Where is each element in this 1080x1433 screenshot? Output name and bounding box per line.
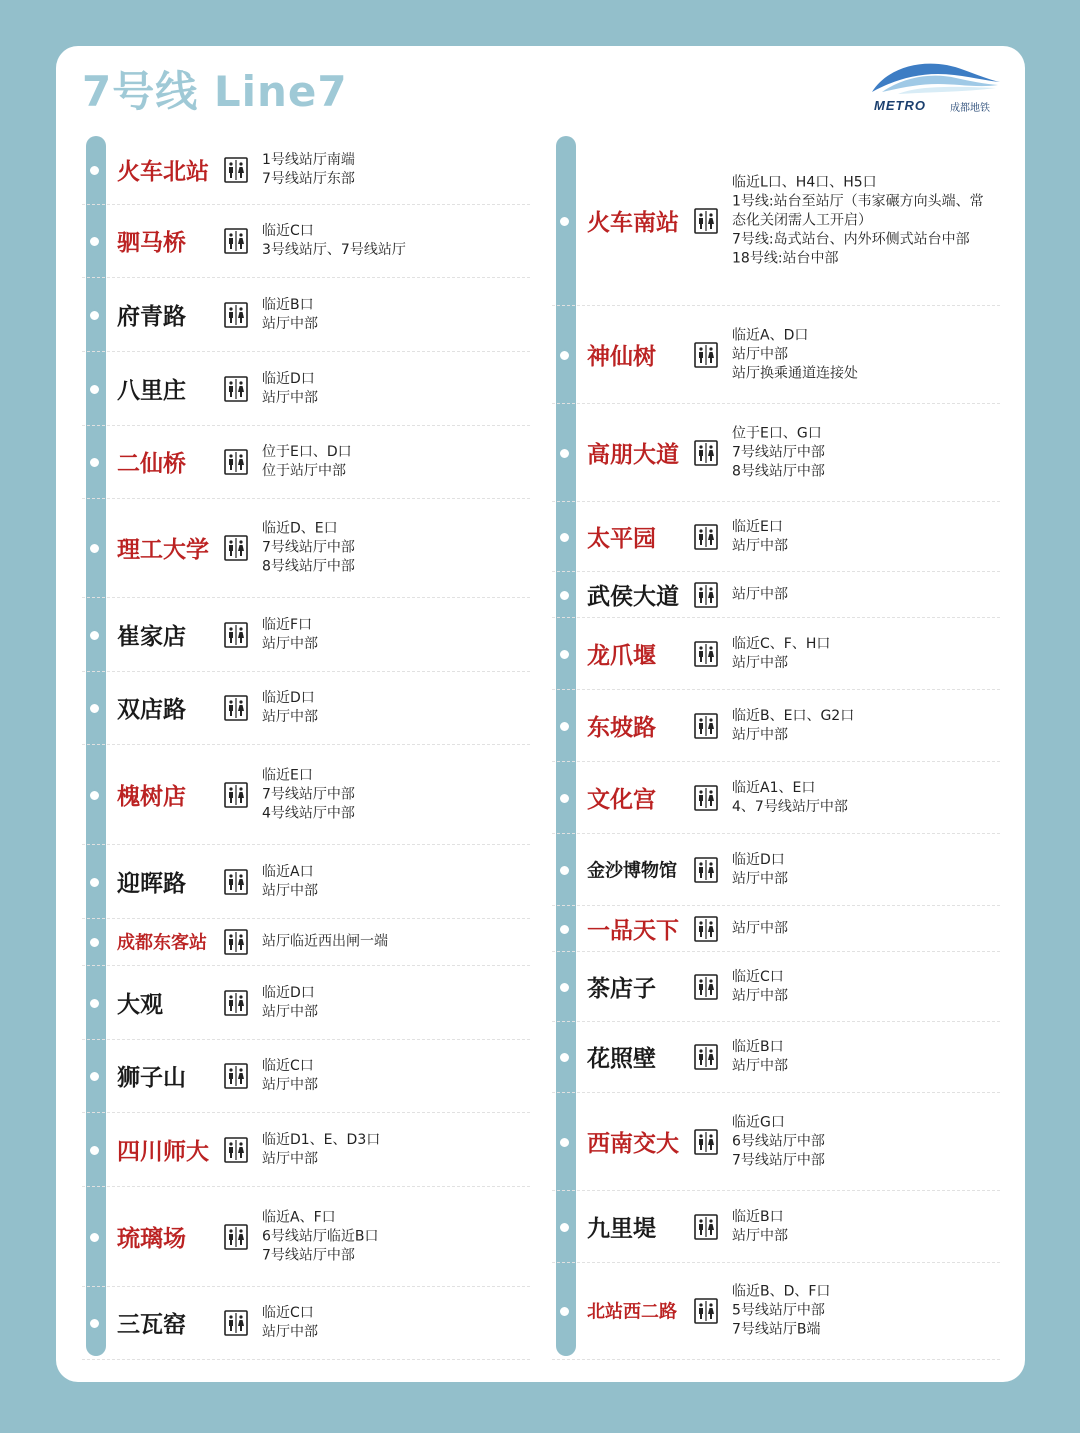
- restroom-location-line: 临近A、F口: [262, 1209, 336, 1225]
- station-name: 府青路: [117, 303, 186, 330]
- station-row: [82, 205, 530, 278]
- restroom-location-line: 8号线站厅中部: [262, 558, 355, 575]
- station-name: 一品天下: [587, 917, 679, 944]
- restroom-location-line: 6号线站厅临近B口: [262, 1228, 379, 1244]
- station-row: [552, 404, 1000, 502]
- restroom-location-line: 临近B口: [732, 1039, 784, 1055]
- restroom-location-line: 临近A1、E口: [732, 779, 816, 796]
- restroom-location: [262, 766, 524, 823]
- restroom-location: [732, 635, 994, 673]
- station-row: [552, 762, 1000, 834]
- station-dot: [88, 309, 101, 322]
- toilet-icon: [224, 622, 248, 648]
- restroom-location-line: 临近B口: [732, 1208, 784, 1225]
- toilet-icon: [694, 857, 718, 883]
- station-name: 大观: [117, 991, 163, 1018]
- restroom-location: [262, 1131, 524, 1169]
- toilet-icon: [694, 1129, 718, 1155]
- restroom-location: [262, 863, 524, 901]
- station-row: [552, 1093, 1000, 1191]
- restroom-location-line: 位于站厅中部: [262, 463, 346, 479]
- restroom-location: [732, 779, 994, 817]
- station-name: 火车北站: [117, 158, 209, 185]
- restroom-location-line: 临近A、D口: [732, 327, 809, 343]
- restroom-location-line: 站厅换乘通道连接处: [732, 365, 858, 381]
- restroom-location-line: 3号线站厅、7号线站厅: [262, 242, 406, 258]
- restroom-location-line: 临近D、E口: [262, 520, 338, 537]
- restroom-location-line: 站厅中部: [732, 920, 788, 936]
- restroom-location: [732, 585, 994, 604]
- restroom-location: [732, 851, 994, 889]
- station-row: [82, 426, 530, 499]
- restroom-location: [732, 518, 994, 556]
- restroom-location: [732, 424, 994, 481]
- station-name: 槐树店: [117, 783, 186, 810]
- station-name: 三瓦窑: [117, 1311, 186, 1338]
- restroom-location: [732, 707, 994, 745]
- toilet-icon: [694, 713, 718, 739]
- toilet-icon: [224, 929, 248, 955]
- toilet-icon: [694, 342, 718, 368]
- station-row: [82, 1187, 530, 1287]
- toilet-icon: [694, 916, 718, 942]
- station-row: [552, 952, 1000, 1022]
- restroom-location-line: 站厅中部: [262, 882, 318, 899]
- station-dot: [88, 235, 101, 248]
- station-row: [82, 1287, 530, 1360]
- toilet-icon: [694, 440, 718, 466]
- station-name: 花照壁: [587, 1045, 656, 1072]
- station-dot: [88, 383, 101, 396]
- metro-wave-icon: [868, 58, 1004, 102]
- station-dot: [558, 1221, 571, 1234]
- restroom-location-line: 临近C口: [732, 968, 784, 985]
- restroom-location-line: 站厅中部: [262, 1150, 318, 1167]
- station-dot: [558, 349, 571, 362]
- restroom-location-line: 7号线站厅B端: [732, 1321, 821, 1338]
- restroom-location: [732, 1283, 994, 1340]
- toilet-icon: [224, 695, 248, 721]
- station-row: [82, 352, 530, 426]
- restroom-location: [262, 1304, 524, 1342]
- station-dot: [88, 1144, 101, 1157]
- station-name: 武侯大道: [587, 583, 679, 610]
- station-row: [552, 1191, 1000, 1263]
- station-name: 神仙树: [587, 343, 656, 370]
- station-row: [552, 834, 1000, 906]
- restroom-location-line: 6号线站厅中部: [732, 1133, 825, 1149]
- restroom-location-line: 站厅中部: [732, 870, 788, 887]
- restroom-location-line: 8号线站厅中部: [732, 463, 825, 479]
- restroom-location-line: 临近C口: [262, 223, 314, 239]
- restroom-location-line: 临近C、F、H口: [732, 635, 831, 652]
- station-dot: [558, 447, 571, 460]
- restroom-location: [262, 933, 524, 952]
- station-name: 四川师大: [117, 1138, 209, 1165]
- toilet-icon: [694, 1214, 718, 1240]
- station-dot: [558, 1051, 571, 1064]
- restroom-location-line: 站厅中部: [262, 389, 318, 406]
- restroom-location-line: 临近C口: [262, 1058, 314, 1074]
- restroom-location-line: 站厅中部: [732, 987, 788, 1004]
- restroom-location: [732, 1208, 994, 1246]
- station-row: [552, 572, 1000, 618]
- restroom-location: [262, 984, 524, 1022]
- station-name: 崔家店: [117, 623, 186, 650]
- toilet-icon: [694, 641, 718, 667]
- restroom-location-line: 7号线:岛式站台、内外环侧式站台中部: [732, 231, 970, 247]
- restroom-location-line: 临近E口: [732, 518, 783, 535]
- restroom-location-line: 1号线站厅南端: [262, 152, 355, 168]
- restroom-location: [262, 151, 524, 189]
- station-row: [552, 1022, 1000, 1093]
- restroom-location-line: 7号线站厅中部: [262, 1247, 355, 1263]
- restroom-location: [262, 222, 524, 260]
- station-dot: [558, 1136, 571, 1149]
- station-name: 二仙桥: [117, 450, 186, 477]
- station-name: 茶店子: [587, 975, 656, 1002]
- station-name: 西南交大: [587, 1130, 679, 1157]
- toilet-icon: [694, 1044, 718, 1070]
- toilet-icon: [224, 1137, 248, 1163]
- station-dot: [88, 936, 101, 949]
- restroom-location-line: 临近C口: [262, 1305, 314, 1321]
- toilet-icon: [224, 1310, 248, 1336]
- station-dot: [558, 1305, 571, 1318]
- station-name: 龙爪堰: [587, 642, 656, 669]
- restroom-location-line: 4、7号线站厅中部: [732, 798, 848, 815]
- toilet-icon: [224, 869, 248, 895]
- restroom-location-line: 临近D口: [262, 984, 315, 1001]
- station-row: [82, 598, 530, 672]
- restroom-location: [262, 616, 524, 654]
- restroom-location-line: 临近D口: [262, 370, 315, 387]
- station-row: [552, 1263, 1000, 1360]
- restroom-location: [732, 968, 994, 1006]
- chengdu-metro-logo: [868, 58, 1004, 118]
- restroom-location-line: 7号线站厅中部: [262, 786, 355, 802]
- station-dot: [88, 542, 101, 555]
- restroom-location: [262, 296, 524, 334]
- station-dot: [88, 456, 101, 469]
- restroom-location-line: 临近B口: [262, 296, 314, 313]
- restroom-location-line: 1号线:站台至站厅（韦家碾方向头端、常态化关闭需人工开启）: [732, 193, 984, 228]
- restroom-location-line: 站厅中部: [732, 586, 788, 602]
- restroom-location-line: 4号线站厅中部: [262, 805, 355, 821]
- station-name: 驷马桥: [117, 229, 186, 256]
- station-name: 迎晖路: [117, 870, 186, 897]
- station-name: 北站西二路: [587, 1301, 677, 1323]
- logo-metro-text: METRO: [874, 98, 926, 113]
- toilet-icon: [224, 990, 248, 1016]
- toilet-icon: [224, 782, 248, 808]
- station-dot: [88, 629, 101, 642]
- restroom-location-line: 位于E口、G口: [732, 425, 822, 441]
- station-dot: [88, 789, 101, 802]
- restroom-location: [262, 520, 524, 577]
- station-row: [552, 618, 1000, 690]
- toilet-icon: [224, 1224, 248, 1250]
- restroom-location-line: 7号线站厅中部: [262, 539, 355, 556]
- restroom-location: [732, 326, 994, 383]
- restroom-location: [732, 919, 994, 938]
- restroom-location-line: 临近B、E口、G2口: [732, 707, 855, 724]
- restroom-location-line: 站厅中部: [262, 709, 318, 725]
- station-name: 双店路: [117, 696, 186, 723]
- station-dot: [88, 1231, 101, 1244]
- toilet-icon: [694, 582, 718, 608]
- station-name: 文化宫: [587, 786, 656, 813]
- station-row: [82, 845, 530, 919]
- station-name: 高朋大道: [587, 441, 679, 468]
- restroom-location-line: 位于E口、D口: [262, 444, 352, 460]
- toilet-icon: [224, 157, 248, 183]
- station-row: [82, 499, 530, 598]
- station-name: 金沙博物馆: [587, 859, 677, 881]
- station-name: 琉璃场: [117, 1225, 186, 1252]
- restroom-location-line: 站厅中部: [262, 1077, 318, 1093]
- restroom-location-line: 站厅临近西出闸一端: [262, 933, 388, 950]
- station-dot: [88, 164, 101, 177]
- restroom-location-line: 7号线站厅中部: [732, 444, 825, 460]
- toilet-icon: [224, 376, 248, 402]
- restroom-location-line: 临近E口: [262, 767, 313, 783]
- station-row: [552, 502, 1000, 572]
- station-name: 理工大学: [117, 536, 209, 563]
- station-dot: [558, 531, 571, 544]
- station-name: 太平园: [587, 525, 656, 552]
- station-dot: [558, 981, 571, 994]
- restroom-location: [262, 370, 524, 408]
- station-dot: [88, 1317, 101, 1330]
- restroom-location-line: 5号线站厅中部: [732, 1302, 825, 1319]
- station-dot: [558, 589, 571, 602]
- toilet-icon: [694, 524, 718, 550]
- restroom-location: [732, 1113, 994, 1170]
- restroom-location-line: 站厅中部: [262, 635, 318, 652]
- toilet-icon: [224, 228, 248, 254]
- restroom-location-line: 站厅中部: [262, 1324, 318, 1340]
- toilet-icon: [694, 208, 718, 234]
- restroom-location-line: 站厅中部: [732, 654, 788, 671]
- restroom-location-line: 18号线:站台中部: [732, 250, 839, 266]
- restroom-location: [262, 1057, 524, 1095]
- restroom-location: [262, 443, 524, 481]
- restroom-location-line: 临近D口: [732, 851, 785, 868]
- station-name: 火车南站: [587, 209, 679, 236]
- station-dot: [558, 215, 571, 228]
- toilet-icon: [224, 1063, 248, 1089]
- restroom-location-line: 临近B、D、F口: [732, 1283, 831, 1300]
- restroom-location-line: 临近D1、E、D3口: [262, 1131, 381, 1148]
- station-dot: [558, 792, 571, 805]
- toilet-icon: [694, 785, 718, 811]
- station-dot: [558, 923, 571, 936]
- restroom-location: [262, 689, 524, 727]
- station-dot: [88, 876, 101, 889]
- restroom-location-line: 临近L口、H4口、H5口: [732, 174, 877, 190]
- station-dot: [558, 864, 571, 877]
- restroom-location-line: 站厅中部: [732, 726, 788, 743]
- page-title: 7号线 Line7: [82, 67, 348, 116]
- restroom-location-line: 7号线站厅中部: [732, 1152, 825, 1168]
- restroom-location-line: 临近A口: [262, 863, 314, 880]
- station-row: [82, 1113, 530, 1187]
- station-row: [82, 278, 530, 352]
- station-dot: [88, 1070, 101, 1083]
- restroom-location-line: 临近F口: [262, 616, 313, 633]
- restroom-location: [732, 1038, 994, 1076]
- station-row: [552, 690, 1000, 762]
- restroom-location-line: 临近G口: [732, 1114, 785, 1130]
- restroom-location-line: 临近D口: [262, 690, 315, 706]
- station-row: [82, 1040, 530, 1113]
- restroom-location-line: 站厅中部: [262, 315, 318, 332]
- restroom-location-line: 7号线站厅东部: [262, 171, 355, 187]
- station-dot: [88, 997, 101, 1010]
- station-dot: [558, 648, 571, 661]
- station-row: [552, 906, 1000, 952]
- station-name: 九里堤: [587, 1215, 656, 1242]
- toilet-icon: [694, 1298, 718, 1324]
- restroom-location-line: 站厅中部: [732, 537, 788, 554]
- station-row: [82, 919, 530, 966]
- station-dot: [558, 720, 571, 733]
- toilet-icon: [694, 974, 718, 1000]
- toilet-icon: [224, 449, 248, 475]
- station-row: [82, 136, 530, 205]
- logo-chinese-text: 成都地铁: [950, 103, 990, 114]
- toilet-icon: [224, 302, 248, 328]
- station-row: [82, 966, 530, 1040]
- station-name: 狮子山: [117, 1064, 186, 1091]
- toilet-icon: [224, 535, 248, 561]
- restroom-location: [732, 173, 994, 268]
- restroom-location-line: 站厅中部: [262, 1003, 318, 1020]
- restroom-location-line: 站厅中部: [732, 346, 788, 362]
- restroom-location-line: 站厅中部: [732, 1058, 788, 1074]
- station-name: 东坡路: [587, 714, 656, 741]
- station-row: [82, 745, 530, 845]
- station-name: 八里庄: [117, 377, 186, 404]
- station-name: 成都东客站: [117, 932, 207, 954]
- station-row: [552, 306, 1000, 404]
- station-row: [552, 136, 1000, 306]
- station-row: [82, 672, 530, 745]
- restroom-location: [262, 1208, 524, 1265]
- station-dot: [88, 702, 101, 715]
- restroom-location-line: 站厅中部: [732, 1227, 788, 1244]
